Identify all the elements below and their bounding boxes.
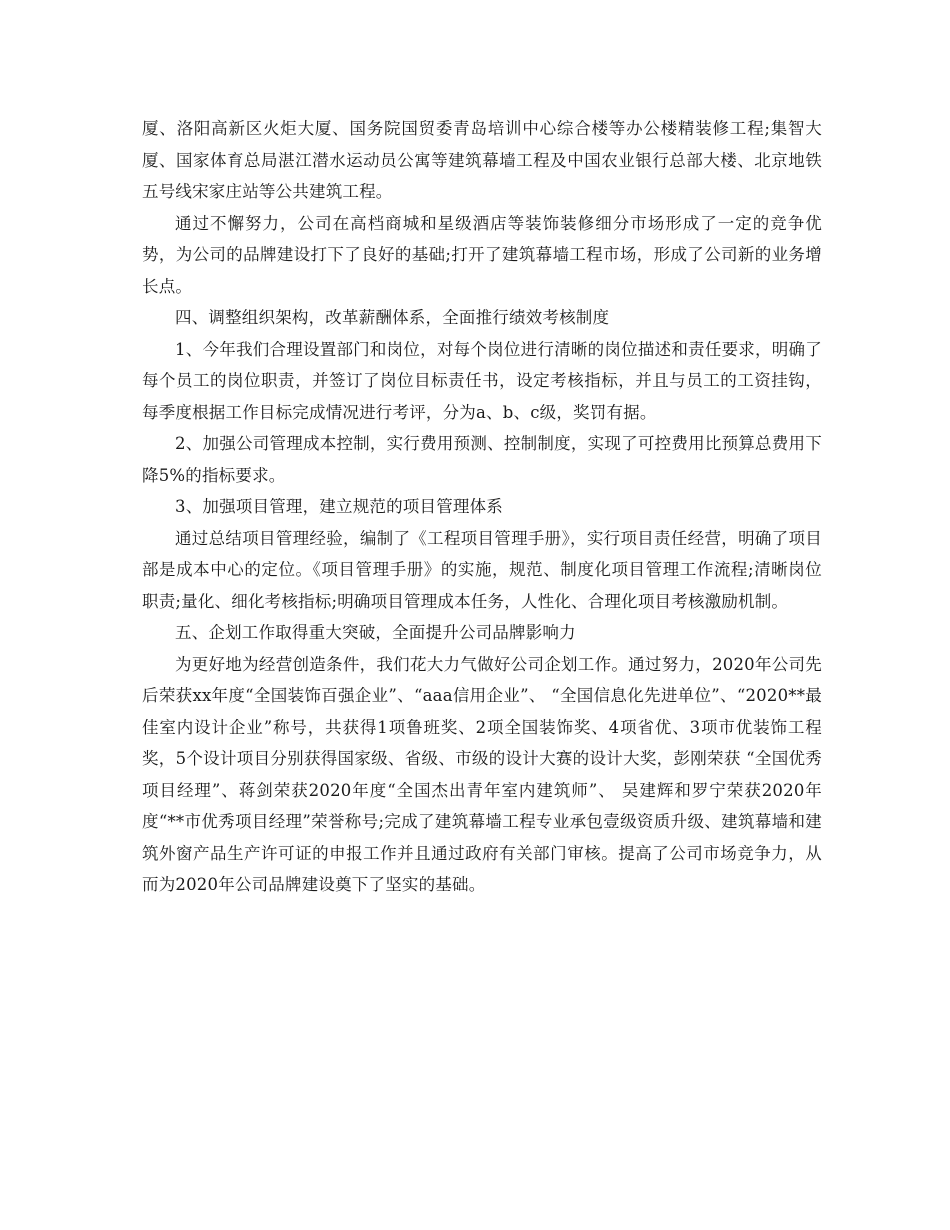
paragraph-continued-projects: 厦、洛阳高新区火炬大厦、国务院国贸委青岛培训中心综合楼等办公楼精装修工程;集智大厦、国家体育总局湛江潜水运动员公寓等建筑幕墙工程及中国农业银行总部大楼、北京地铁五号线宋家庄站等公共建筑工程。 [142,119,822,201]
paragraph-project-manual: 通过总结项目管理经验，编制了《工程项目管理手册》，实行项目责任经营，明确了项目部是成本中心的定位。《项目管理手册》的实施，规范、制度化项目管理工作流程;清晰岗位职责;量化、细化考核指标;明确项目管理成本任务，人性化、合理化项目考核激励机制。 [142,528,822,611]
section-heading-five: 五、企划工作取得重大突破，全面提升公司品牌影响力 [175,623,576,642]
paragraph-awards: 为更好地为经营创造条件，我们花大力气做好公司企划工作。通过努力，2020年公司先后荣获xx年度“全国装饰百强企业”、“aaa信用企业”、 “全国信息化先进单位”、“2020**最佳室内设计企业”称号，共获得1项鲁班奖、2项全国装饰奖、4项省优、3项市优装饰工程奖，5个设计项目分别获得国家级、省级、市级的设计大赛的设计大奖，彭刚荣获 “全国优秀项目经理”、蒋剑荣获2020年度“全国杰出青年室内建筑师”、 吴建辉和罗宁荣获2020年度“**市优秀项目经理”荣誉称号;完成了建筑幕墙工程专业承包壹级资质升级、建筑幕墙和建筑外窗产品生产许可证的申报工作并且通过政府有关部门审核。提高了公司市场竞争力，从而为2020年公司品牌建设奠下了坚实的基础。 [142,654,822,894]
section-heading-four: 四、调整组织架构，改革薪酬体系，全面推行绩效考核制度 [175,308,610,327]
paragraph-item-1: 1、今年我们合理设置部门和岗位，对每个岗位进行清晰的岗位描述和责任要求，明确了每个员工的岗位职责，并签订了岗位目标责任书，设定考核指标，并且与员工的工资挂钩，每季度根据工作目标完成情况进行考评，分为a、b、c级，奖罚有据。 [142,339,822,422]
paragraph-competitive-advantage: 通过不懈努力，公司在高档商城和星级酒店等装饰装修细分市场形成了一定的竞争优势，为公司的品牌建设打下了良好的基础;打开了建筑幕墙工程市场，形成了公司新的业务增长点。 [142,213,822,296]
paragraph-item-3: 3、加强项目管理，建立规范的项目管理体系 [175,497,503,516]
document-body [142,113,822,901]
paragraph-item-2: 2、加强公司管理成本控制，实行费用预测、控制制度，实现了可控费用比预算总费用下降5%的指标要求。 [142,434,822,485]
